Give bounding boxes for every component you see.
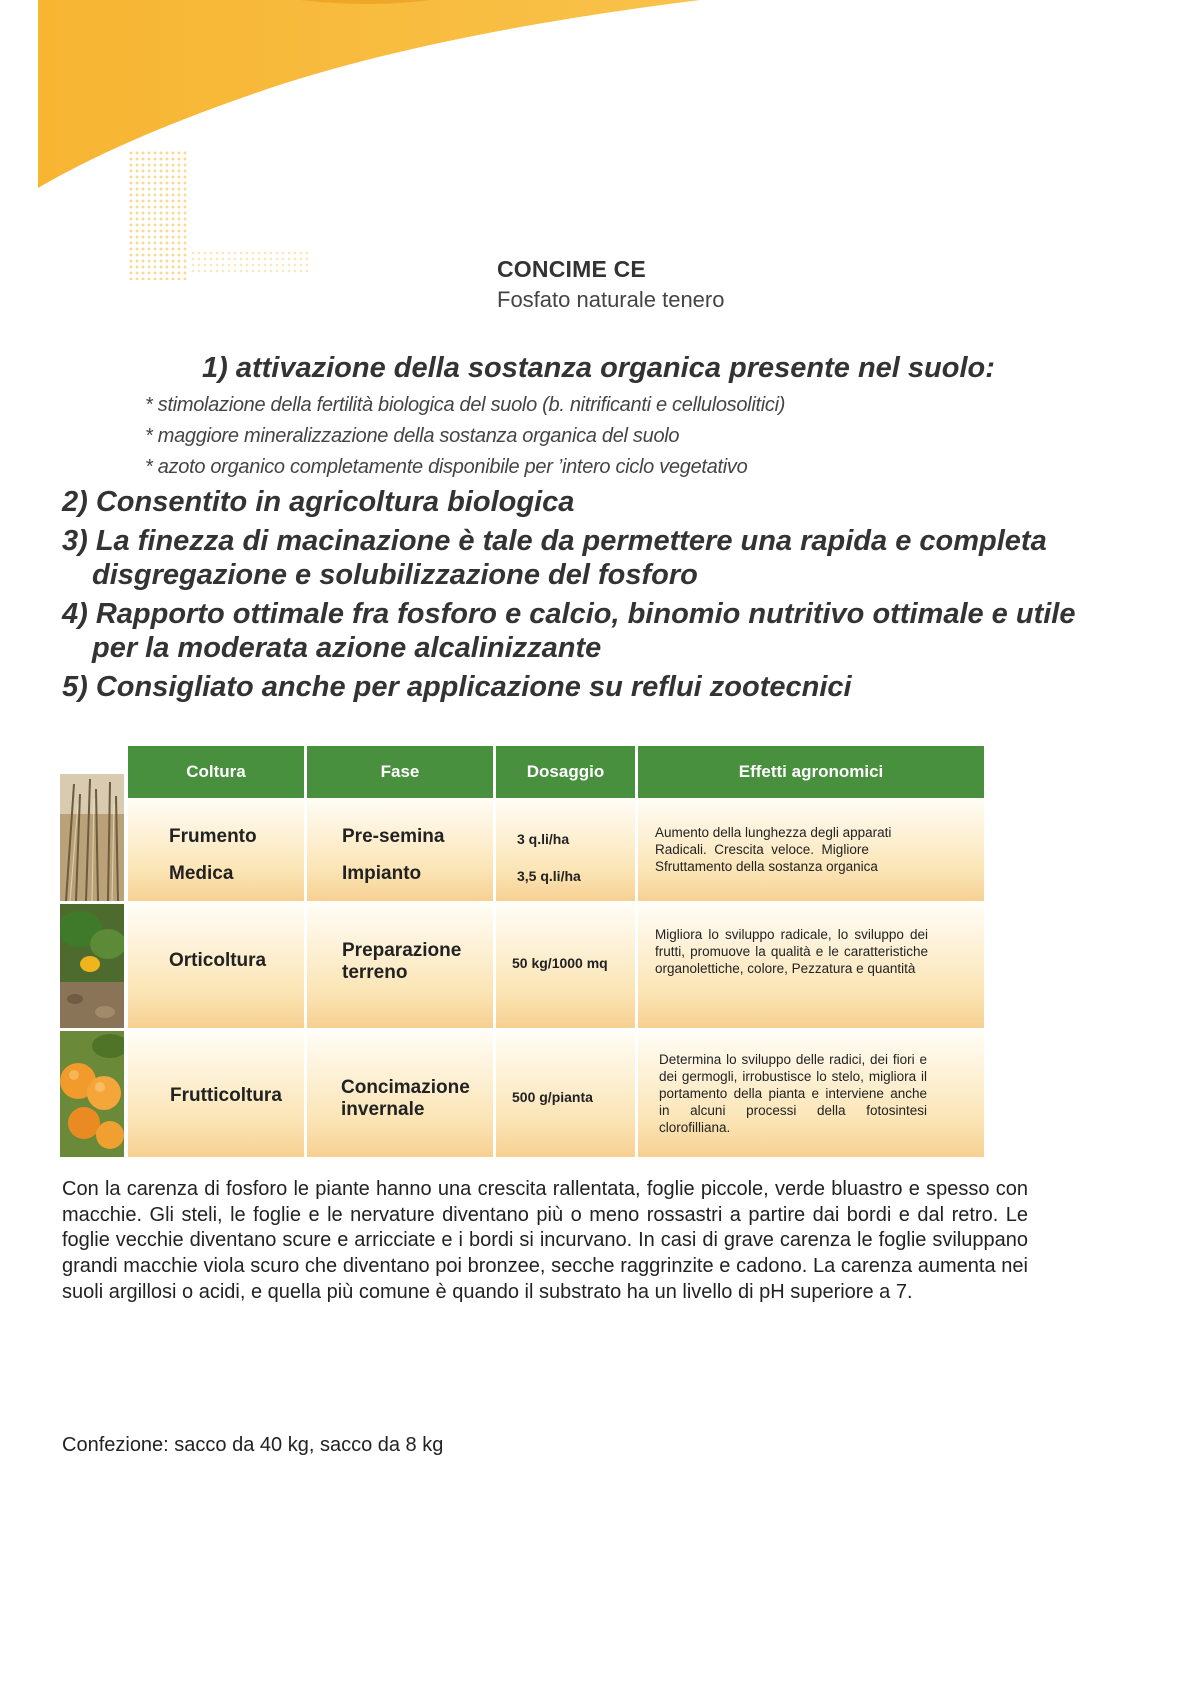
feature-bullet: * stimolazione della fertilità biologica del suolo (b. nitrificanti e cellulosolitici)	[145, 394, 786, 416]
cell-coltura	[128, 904, 304, 1028]
packaging-info: Confezione: sacco da 40 kg, sacco da 8 kg	[62, 1434, 444, 1456]
product-subtitle: Fosfato naturale tenero	[497, 287, 725, 312]
cell-fase	[307, 904, 493, 1028]
cell-coltura	[128, 1031, 304, 1157]
table-row	[60, 798, 984, 901]
feature-1: 1) attivazione della sostanza organica presente nel suolo:	[202, 352, 995, 384]
feature-4-line2: per la moderata azione alcalinizzante	[92, 632, 602, 664]
header-effetti: Effetti agronomici	[638, 746, 984, 798]
table-row	[60, 1031, 984, 1157]
dosaggio-text: 3 q.li/ha	[517, 831, 570, 847]
cell-coltura	[128, 798, 304, 901]
wheat-photo	[60, 774, 124, 901]
zucchini-plant-photo	[60, 904, 124, 1028]
table-header	[128, 746, 984, 798]
coltura-text: Frutticoltura	[170, 1085, 282, 1106]
header-fase: Fase	[307, 746, 493, 798]
cell-fase	[307, 798, 493, 901]
feature-1-bullets	[145, 390, 785, 483]
product-header	[497, 256, 724, 313]
cell-fase	[307, 1031, 493, 1157]
feature-4	[62, 597, 1076, 665]
effetti-line: Aumento della lunghezza degli apparati	[655, 825, 892, 840]
table-row	[60, 904, 984, 1028]
apricot-photo	[60, 1031, 124, 1157]
cell-dosaggio	[496, 1031, 635, 1157]
feature-bullet: * azoto organico completamente disponibile per ’intero ciclo vegetativo	[145, 456, 748, 478]
feature-bullet: * maggiore mineralizzazione della sostanza organica del suolo	[145, 425, 680, 447]
coltura-text: Frumento	[169, 826, 257, 847]
effetti-text: Migliora lo sviluppo radicale, lo sviluppo dei frutti, promuove la qualità e le caratteristiche organolettiche, colore, Pezzatura e quantità	[655, 927, 928, 976]
coltura-text: Medica	[169, 863, 234, 884]
feature-3	[62, 524, 1047, 592]
fase-text: Pre-semina	[342, 826, 445, 847]
product-name: CONCIME CE	[497, 256, 646, 282]
feature-4-line1: 4) Rapporto ottimale fra fosforo e calcio, binomio nutritivo ottimale e utile	[62, 598, 1076, 630]
fase-text	[342, 940, 461, 984]
feature-3-line2: disgregazione e solubilizzazione del fosforo	[92, 559, 698, 591]
fase-line: Preparazione	[342, 940, 462, 961]
cell-dosaggio	[496, 798, 635, 901]
header-dosaggio: Dosaggio	[496, 746, 635, 798]
dot-pattern-decoration	[128, 150, 188, 280]
feature-2: 2) Consentito in agricoltura biologica	[62, 486, 575, 518]
effetti-line: Sfruttamento della sostanza organica	[655, 859, 878, 874]
fase-line: Concimazione	[341, 1077, 470, 1098]
fase-line: terreno	[342, 962, 408, 983]
dosaggio-text: 50 kg/1000 mq	[512, 955, 608, 971]
dosaggio-text: 500 g/pianta	[512, 1089, 593, 1105]
fase-line: invernale	[341, 1099, 425, 1120]
effetti-text	[655, 824, 945, 875]
dot-pattern-decoration	[190, 250, 310, 274]
fase-text: Impianto	[342, 863, 422, 884]
cell-effetti	[638, 798, 984, 901]
dosaggio-text: 3,5 q.li/ha	[517, 868, 581, 884]
cell-effetti	[638, 1031, 984, 1157]
deficiency-paragraph: Con la carenza di fosforo le piante hanno una crescita rallentata, foglie piccole, verde bluastro e spesso con macchie. Gli steli, le foglie e le nervature diventano più o meno rossastri a partire dai bordi e dal retro. Le foglie vecchie diventano scure e arricciate e i bordi si incurvano. In casi di grave carenza le foglie sviluppano grandi macchie viola scuro che diventano poi bronzee, secche raggrinzite e cadono. La carenza aumenta nei suoli argillosi o acidi, e quella più comune è quando il substrato ha un livello di pH superiore a 7.	[62, 1178, 1028, 1303]
cell-effetti	[638, 904, 984, 1028]
header-coltura: Coltura	[128, 746, 304, 798]
effetti-line: Radicali. Crescita veloce. Migliore	[655, 842, 869, 857]
coltura-text: Orticoltura	[169, 950, 267, 971]
cell-dosaggio	[496, 904, 635, 1028]
effetti-text: Determina lo sviluppo delle radici, dei fiori e dei germogli, irrobustisce lo stelo, migliora il portamento della pianta e interviene anche in alcuni processi della fotosintesi clorofilliana.	[659, 1052, 927, 1135]
feature-3-line1: 3) La finezza di macinazione è tale da permettere una rapida e completa	[62, 525, 1047, 557]
fase-text	[341, 1077, 470, 1121]
feature-5: 5) Consigliato anche per applicazione su reflui zootecnici	[62, 671, 852, 703]
